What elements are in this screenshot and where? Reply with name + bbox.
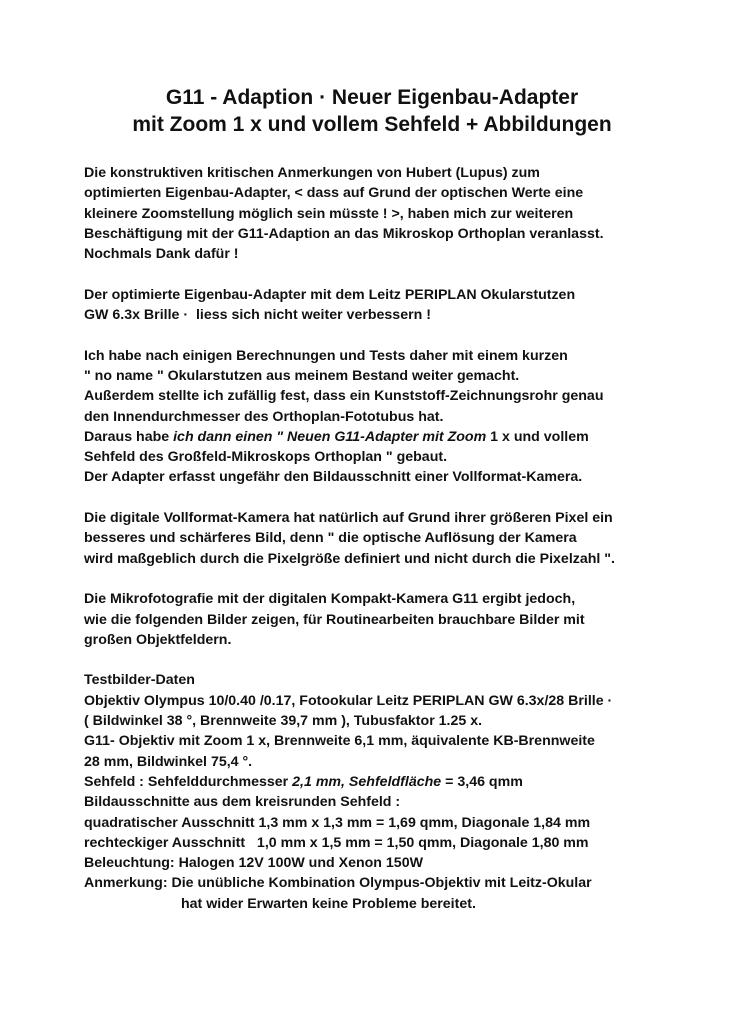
- text-span: = 3,46 qmm: [441, 773, 523, 790]
- text-line: GW 6.3x Brille · liess sich nicht weiter verbessern !: [84, 307, 431, 324]
- text-span: 1 x und vollem: [486, 428, 589, 445]
- text-line: G11- Objektiv mit Zoom 1 x, Brennweite 6,1 mm, äquivalente KB-Brennweite: [84, 733, 595, 750]
- text-line: Beschäftigung mit der G11-Adaption an das Mikroskop Orthoplan veranlasst.: [84, 225, 604, 242]
- text-line: Der optimierte Eigenbau-Adapter mit dem Leitz PERIPLAN Okularstutzen: [84, 286, 576, 303]
- text-line: [84, 772, 724, 792]
- text-line: Der Adapter erfasst ungefähr den Bildausschnitt einer Vollformat-Kamera.: [84, 469, 583, 486]
- text-line: den Innendurchmesser des Orthoplan-Fototubus hat.: [84, 408, 444, 425]
- text-line: Bildausschnitte aus dem kreisrunden Sehfeld :: [84, 794, 401, 811]
- paragraph-new-adapter: [84, 346, 724, 488]
- title-line-1: G11 - Adaption · Neuer Eigenbau-Adapter: [165, 86, 579, 109]
- text-line: großen Objektfeldern.: [84, 631, 232, 648]
- text-line: ( Bildwinkel 38 °, Brennweite 39,7 mm ), Tubusfaktor 1.25 x.: [84, 713, 483, 730]
- paragraph-optimized-adapter: [84, 285, 724, 326]
- text-line: rechteckiger Ausschnitt 1,0 mm x 1,5 mm = 1,50 qmm, Diagonale 1,80 mm: [84, 834, 589, 851]
- text-line: Außerdem stellte ich zufällig fest, dass ein Kunststoff-Zeichnungsrohr genau: [84, 388, 604, 405]
- text-line: Die Mikrofotografie mit der digitalen Kompakt-Kamera G11 ergibt jedoch,: [84, 591, 576, 608]
- text-line: optimierten Eigenbau-Adapter, < dass auf Grund der optischen Werte eine: [84, 185, 584, 202]
- text-line: quadratischer Ausschnitt 1,3 mm x 1,3 mm = 1,69 qmm, Diagonale 1,84 mm: [84, 814, 591, 831]
- text-line: Objektiv Olympus 10/0.40 /0.17, Fotookular Leitz PERIPLAN GW 6.3x/28 Brille ·: [84, 692, 613, 709]
- italic-span: ich dann einen " Neuen G11-Adapter mit Zoom: [173, 428, 487, 445]
- title-line-2: mit Zoom 1 x und vollem Sehfeld + Abbildungen: [132, 113, 612, 136]
- text-line: Nochmals Dank dafür !: [84, 246, 239, 263]
- text-line: wird maßgeblich durch die Pixelgröße definiert und nicht durch die Pixelzahl ".: [84, 550, 615, 567]
- italic-span: 2,1 mm, Sehfeldfläche: [292, 773, 442, 790]
- text-line: kleinere Zoomstellung möglich sein müsste ! >, haben mich zur weiteren: [84, 205, 574, 222]
- text-line: Beleuchtung: Halogen 12V 100W und Xenon 150W: [84, 855, 423, 872]
- text-line: Die digitale Vollformat-Kamera hat natürlich auf Grund ihrer größeren Pixel ein: [84, 510, 613, 527]
- text-line: Sehfeld des Großfeld-Mikroskops Orthoplan " gebaut.: [84, 449, 448, 466]
- page-title: [0, 84, 744, 138]
- text-line: 28 mm, Bildwinkel 75,4 °.: [84, 753, 253, 770]
- section-heading: Testbilder-Daten: [84, 672, 195, 689]
- text-line: Ich habe nach einigen Berechnungen und Tests daher mit einem kurzen: [84, 347, 568, 364]
- text-line: Anmerkung: Die unübliche Kombination Olympus-Objektiv mit Leitz-Okular: [84, 875, 592, 892]
- text-span: Daraus habe: [84, 428, 174, 445]
- paragraph-micrography: [84, 589, 724, 650]
- text-line: Die konstruktiven kritischen Anmerkungen von Hubert (Lupus) zum: [84, 165, 540, 181]
- paragraph-full-frame: [84, 508, 724, 569]
- text-line: [84, 427, 724, 447]
- test-data-section: [84, 670, 724, 914]
- paragraph-acknowledgement: [84, 163, 724, 264]
- text-line: " no name " Okularstutzen aus meinem Bestand weiter gemacht.: [84, 367, 520, 384]
- document-body: [84, 163, 724, 914]
- text-line: besseres und schärferes Bild, denn " die optische Auflösung der Kamera: [84, 530, 577, 547]
- text-line: hat wider Erwarten keine Probleme bereitet.: [181, 895, 476, 912]
- text-span: Sehfeld : Sehfelddurchmesser: [84, 773, 293, 790]
- text-line: wie die folgenden Bilder zeigen, für Routinearbeiten brauchbare Bilder mit: [84, 611, 585, 628]
